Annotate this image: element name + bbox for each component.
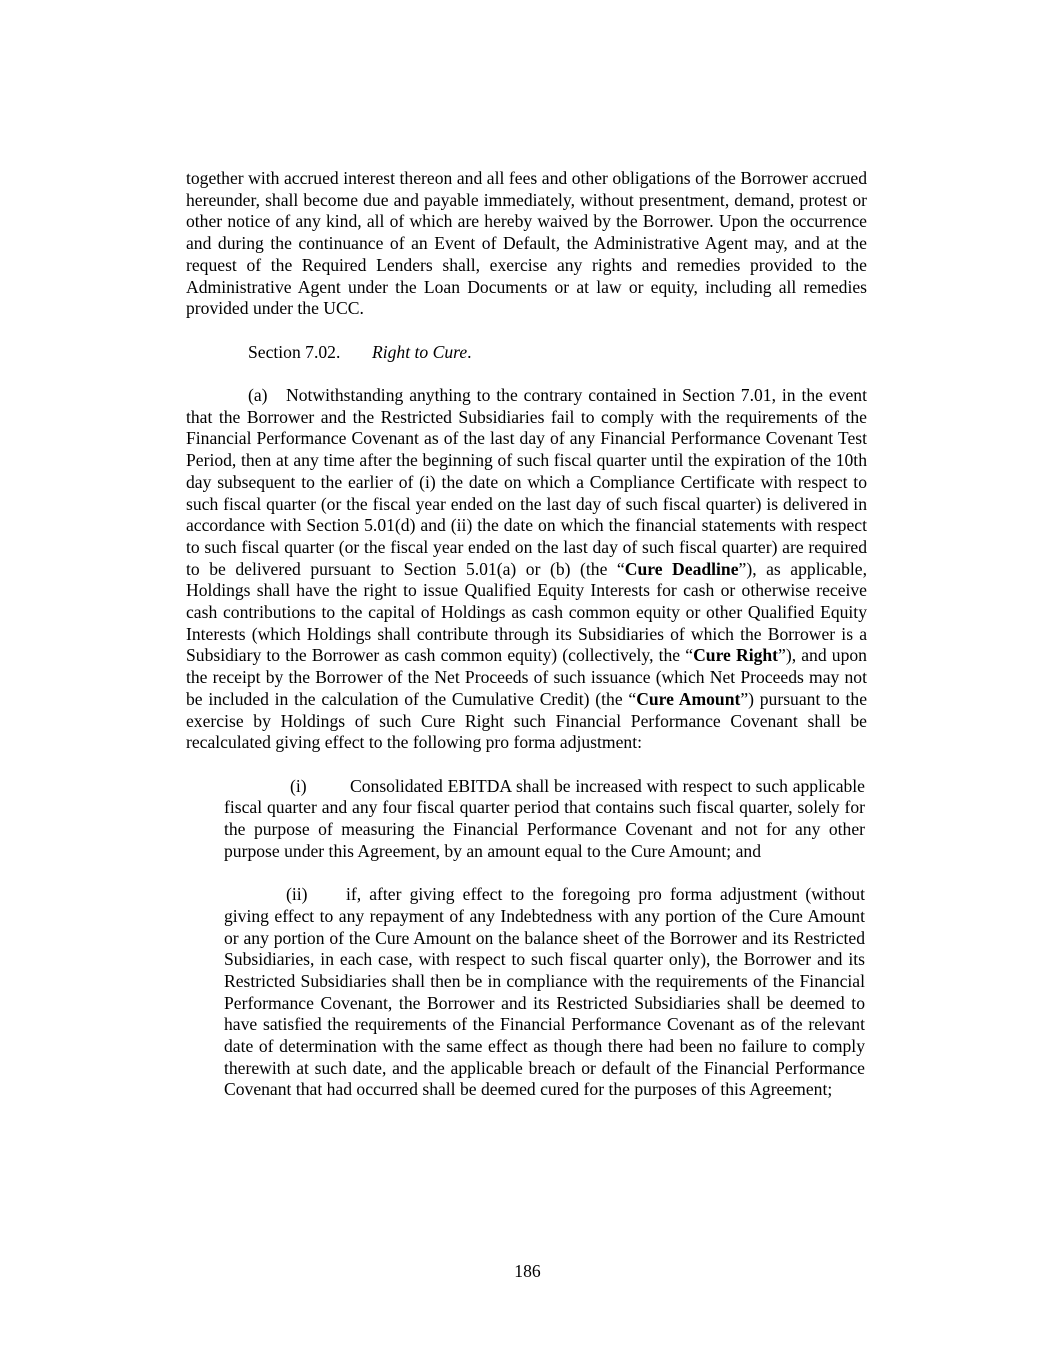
clause-a-text-4: ”) pursuant to the exercise by Holdings of such Cure Right such Financial Performance Covenant shall be recalculated giving effect to the following pro forma adjustment: bbox=[186, 688, 867, 753]
clause-a-paragraph bbox=[186, 385, 867, 754]
clause-i-label: (i) bbox=[290, 775, 307, 796]
clause-ii-paragraph bbox=[224, 884, 865, 1101]
section-title: Right to Cure bbox=[372, 341, 468, 362]
clause-i-text: Consolidated EBITDA shall be increased with respect to such applicable fiscal quarter and any four fiscal quarter period that contains such fiscal quarter, solely for the purpose of measuring the Financial Performance Covenant and not for any other purpose under this Agreement, by an amount equal to the Cure Amount; and bbox=[224, 775, 865, 861]
section-title-period: . bbox=[467, 341, 472, 362]
intro-paragraph: together with accrued interest thereon and all fees and other obligations of the Borrower accrued hereunder, shall become due and payable immediately, without presentment, demand, protest or other notice of any kind, all of which are hereby waived by the Borrower. Upon the occurrence and during the continuance of an Event of Default, the Administrative Agent may, and at the request of the Required Lenders shall, exercise any rights and remedies provided to the Administrative Agent under the Loan Documents or at law or equity, including all remedies provided under the UCC. bbox=[186, 168, 867, 319]
defined-term-cure-deadline: Cure Deadline bbox=[624, 558, 739, 579]
clause-ii-text: if, after giving effect to the foregoing pro forma adjustment (without giving effect to any repayment of any Indebtedness with any portion of the Cure Amount or any portion of the Cure Amount on the balance sheet of the Borrower and its Restricted Subsidiaries, in each case, with respect to such fiscal quarter only), the Borrower and its Restricted Subsidiaries shall then be in compliance with the requirements of the Financial Performance Covenant, the Borrower and its Restricted Subsidiaries shall be deemed to have satisfied the requirements of the Financial Performance Covenant as of the relevant date of determination with the same effect as though there had been no failure to comply therewith at such date, and the applicable breach or default of the Financial Performance Covenant that had occurred shall be deemed cured for the purposes of this Agreement; bbox=[224, 884, 865, 1100]
page-number: 186 bbox=[514, 1261, 541, 1281]
section-heading bbox=[186, 342, 867, 364]
clause-a-label: (a) bbox=[248, 385, 268, 405]
document-page bbox=[186, 168, 867, 1101]
clause-a-text-3: ”), and upon the receipt by the Borrower of the Net Proceeds of such issuance (which Net Proceeds may not be included in the calculation of the Cumulative Credit) (the “ bbox=[186, 645, 867, 709]
clause-i-paragraph bbox=[224, 776, 865, 863]
clause-a-text-1: Notwithstanding anything to the contrary contained in Section 7.01, in the event that the Borrower and the Restricted Subsidiaries fail to comply with the requirements of the Financial Performance Covenant as of the last day of any Financial Performance Covenant Test Period, then at any time after the beginning of such fiscal quarter until the expiration of the 10th day subsequent to the earlier of (i) the date on which a Compliance Certificate with respect to such fiscal quarter (or the fiscal year ended on the last day of such fiscal quarter) is delivered in accordance with Section 5.01(d) and (ii) the date on which the financial statements with respect to such fiscal quarter (or the fiscal year ended on the last day of such fiscal quarter) are required to be delivered pursuant to Section 5.01(a) or (b) (the “ bbox=[186, 385, 867, 579]
section-number: Section 7.02. bbox=[248, 341, 341, 362]
clause-ii-label: (ii) bbox=[286, 884, 308, 905]
defined-term-cure-right: Cure Right bbox=[693, 645, 779, 666]
clause-a-text-2: ”), as applicable, Holdings shall have the right to issue Qualified Equity Interests for cash or otherwise receive cash contributions to the capital of Holdings as cash common equity or other Qualified Equity Interests (which Holdings shall contribute through its Subsidiaries of which the Borrower is a Subsidiary to the Borrower as cash common equity) (collectively, the “ bbox=[186, 558, 867, 666]
defined-term-cure-amount: Cure Amount bbox=[636, 688, 741, 709]
